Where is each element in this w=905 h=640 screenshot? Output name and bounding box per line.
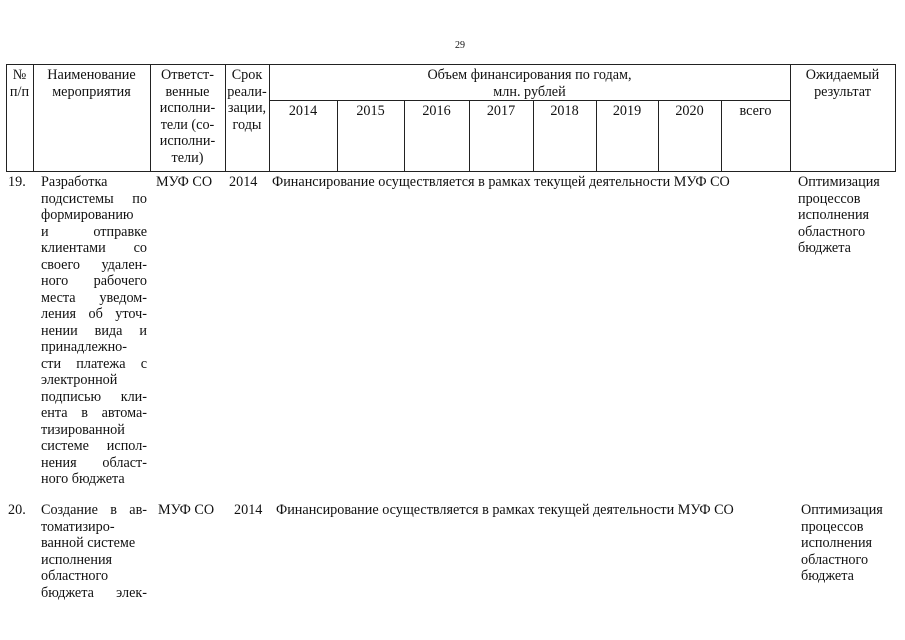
- row-name-line: ванной системе: [41, 535, 136, 551]
- row-result-cell: [801, 502, 901, 585]
- row-name-line: исполнения: [41, 551, 113, 568]
- row-result-line: бюджета: [801, 568, 854, 584]
- header-exec-line: исполни-: [159, 100, 216, 116]
- row-name-line: областного: [41, 568, 109, 584]
- row-name-line: Разработка: [41, 174, 108, 190]
- row-name-line: клиентами со: [41, 240, 147, 256]
- row-result-line: исполнения: [798, 207, 870, 223]
- row-number: 19.: [8, 174, 26, 190]
- row-result-line: областного: [801, 551, 869, 568]
- header-year-2015: 2015: [356, 103, 385, 119]
- row-name-line: нении вида и: [41, 322, 147, 339]
- row-result-cell: [798, 174, 898, 257]
- header-total: всего: [739, 103, 772, 119]
- header-year-2014: 2014: [288, 103, 318, 119]
- header-funding-line: Объем финансирования по годам,: [427, 67, 632, 83]
- row-name-line: Создание в ав-: [41, 502, 147, 518]
- table-right-border: [895, 64, 896, 172]
- header-year-2020: 2020: [675, 103, 704, 119]
- row-term: 2014: [229, 174, 258, 190]
- header-year-2016: 2016: [422, 103, 451, 119]
- row-name-line: сти платежа с: [41, 355, 147, 372]
- header-exec-line: венные: [165, 83, 210, 100]
- row-name-line: формированию: [41, 207, 134, 223]
- row-term: 2014: [234, 502, 263, 518]
- row-name-line: электронной: [41, 372, 118, 388]
- row-name-line: тизированной: [41, 421, 125, 438]
- header-year-2019: 2019: [612, 103, 642, 119]
- row-result-line: бюджета: [798, 240, 851, 256]
- row-result-line: процессов: [801, 518, 864, 535]
- header-term-line: годы: [232, 116, 262, 133]
- row-name-line: бюджета элек-: [41, 584, 147, 601]
- header-term-line: зации,: [227, 100, 267, 116]
- header-result-line: Ожидаемый: [805, 67, 880, 83]
- row-executor: МУФ СО: [156, 174, 213, 190]
- header-funding-cell: [269, 67, 790, 100]
- row-result-line: Оптимизация: [798, 174, 880, 190]
- row-result-line: областного: [798, 223, 866, 240]
- years-top-border: [269, 100, 790, 101]
- header-result-line: результат: [814, 83, 871, 100]
- header-term-cell: [225, 67, 269, 133]
- header-exec-line: тели (со-: [160, 116, 215, 133]
- row-name-line: подсистемы по: [41, 190, 147, 207]
- row-result-line: исполнения: [801, 535, 873, 551]
- header-exec-cell: [150, 67, 225, 166]
- row-name-line: системе испол-: [41, 438, 147, 454]
- row-name-cell: [41, 174, 147, 488]
- header-term-line: Срок: [231, 67, 263, 83]
- row-name-line: подписью кли-: [41, 388, 147, 405]
- header-exec-line: тели): [171, 149, 204, 166]
- header-term-line: реали-: [227, 83, 267, 100]
- row-name-line: и отправке: [41, 223, 147, 240]
- row-number: 20.: [8, 502, 26, 518]
- header-year-2018: 2018: [550, 103, 579, 119]
- header-name-line: Наименование: [47, 67, 136, 83]
- header-bottom-border: [6, 171, 896, 172]
- page-number: 29: [455, 40, 465, 51]
- row-name-line: томатизиро-: [41, 518, 115, 535]
- row-name-line: нения област-: [41, 454, 147, 471]
- row-name-line: места уведом-: [41, 289, 147, 306]
- row-funding-note: Финансирование осуществляется в рамках текущей деятельности МУФ СО: [272, 174, 730, 190]
- header-year-2017: 2017: [486, 103, 516, 119]
- row-result-line: Оптимизация: [801, 502, 883, 518]
- row-name-line: принадлежно-: [41, 339, 127, 355]
- header-exec-line: исполни-: [159, 133, 216, 149]
- header-name-line: мероприятия: [52, 83, 131, 100]
- header-num-line: №: [12, 67, 27, 83]
- header-result-cell: [790, 67, 895, 100]
- row-name-line: ента в автома-: [41, 405, 147, 421]
- row-name-line: ления об уточ-: [41, 306, 147, 322]
- header-num-line: п/п: [9, 83, 30, 100]
- row-name-line: ного бюджета: [41, 471, 125, 487]
- table-top-border: [6, 64, 896, 65]
- header-funding-line: млн. рублей: [493, 83, 566, 100]
- header-num-cell: [6, 67, 33, 100]
- row-name-line: ного рабочего: [41, 273, 147, 289]
- row-name-cell: [41, 502, 147, 601]
- row-funding-note: Финансирование осуществляется в рамках текущей деятельности МУФ СО: [276, 502, 734, 518]
- row-executor: МУФ СО: [158, 502, 215, 518]
- row-result-line: процессов: [798, 190, 861, 207]
- row-name-line: своего удален-: [41, 256, 147, 273]
- header-exec-line: Ответст-: [161, 67, 214, 83]
- header-name-cell: [33, 67, 150, 100]
